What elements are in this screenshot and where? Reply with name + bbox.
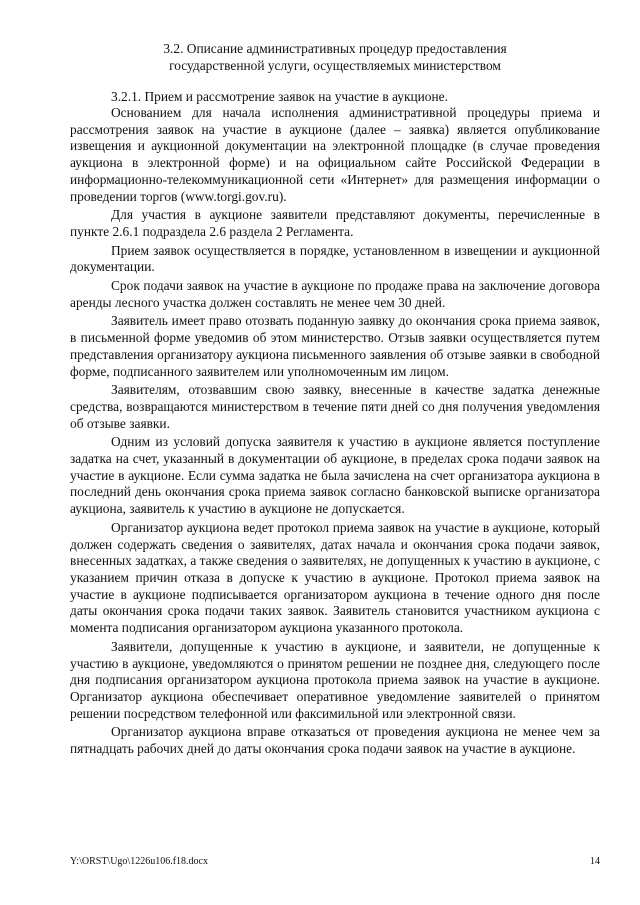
paragraph: Заявителям, отозвавшим свою заявку, внесенные в качестве задатка денежные средства, возвращаются министерством в течение пяти дней со дня получения уведомления об отзыве заявки. <box>70 382 600 431</box>
paragraph: Для участия в аукционе заявители представляют документы, перечисленные в пункте 2.6.1 подраздела 2.6 раздела 2 Регламента. <box>70 207 600 239</box>
document-body <box>70 105 600 760</box>
paragraph: Заявители, допущенные к участию в аукционе, и заявители, не допущенные к участию в аукционе, уведомляются о принятом решении не позднее дня, следующего после дня подписания организатором аукциона протокола приема заявок на участие в аукционе. Организатор аукциона обеспечивает оперативное уведомление заявителей о принятом решении посредством телефонной или факсимильной или электронной связи. <box>70 638 600 721</box>
section-title-line-2: государственной услуги, осуществляемых министерством <box>169 58 501 73</box>
paragraph: Заявитель имеет право отозвать поданную заявку до окончания срока приема заявок, в письменной форме уведомив об этом министерство. Отзыв заявки осуществляется путем представления организатору аукциона письменного заявления об отзыве заявки в свободной форме, подписанного заявителем или уполномоченным им лицом. <box>70 313 600 379</box>
section-title-line-1: 3.2. Описание административных процедур предоставления <box>163 41 507 56</box>
paragraph: Срок подачи заявок на участие в аукционе по продаже права на заключение договора аренды лесного участка должен составлять не менее чем 30 дней. <box>70 278 600 310</box>
section-title <box>70 40 600 74</box>
paragraph: Организатор аукциона ведет протокол приема заявок на участие в аукционе, который должен содержать сведения о заявителях, датах начала и окончания срока подачи заявок, внесенных задатках, а также сведения о заявителях, не допущенных к участию в аукционе, с указанием причин отказа в допуске к участию в аукционе. Протокол приема заявок на участие в аукционе подписывается организатором аукциона в течение одного дня после даты окончания срока подачи таких заявок. Заявитель становится участником аукциона с момента подписания организатором аукциона указанного протокола. <box>70 519 600 636</box>
paragraph: Основанием для начала исполнения административной процедуры приема и рассмотрения заявок на участие в аукционе (далее – заявка) является опубликование извещения и аукционной документации на электронной площадке (в случае проведения аукциона в электронной форме) и на официальном сайте Российской Федерации в информационно-телекоммуникационной сети «Интернет» для размещения информации о проведении торгов (www.torgi.gov.ru). <box>70 105 600 204</box>
footer-file-path: Y:\ORST\Ugo\1226u106.f18.docx <box>70 856 208 867</box>
footer-page-number: 14 <box>590 856 600 867</box>
paragraph: Прием заявок осуществляется в порядке, установленном в извещении и аукционной документации. <box>70 242 600 275</box>
paragraph: Организатор аукциона вправе отказаться от проведения аукциона не менее чем за пятнадцать рабочих дней до даты окончания срока подачи заявок на участие в аукционе. <box>70 724 600 757</box>
subsection-heading: 3.2.1. Прием и рассмотрение заявок на участие в аукционе. <box>111 89 448 104</box>
paragraph: Одним из условий допуска заявителя к участию в аукционе является поступление задатка на счет, указанный в документации об аукционе, в пределах срока подачи заявок на участие в аукционе. Если сумма задатка не была зачислена на счет организатора аукциона в последний день окончания срока приема заявок согласно банковской выписке организатора аукциона, заявитель к участию в аукционе не допускается. <box>70 434 600 517</box>
